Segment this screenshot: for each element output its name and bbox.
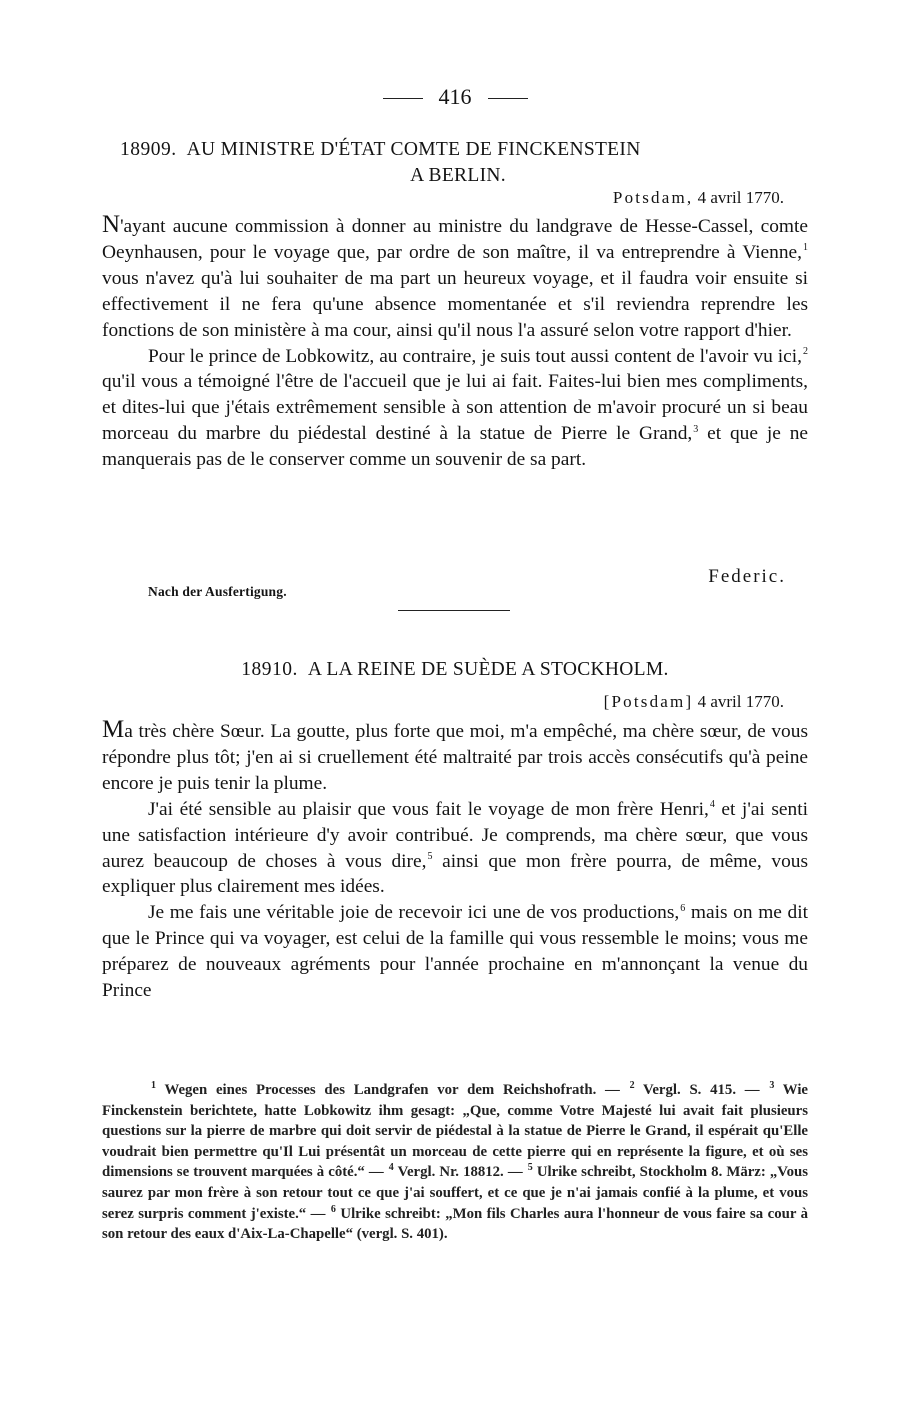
page-header [102, 84, 808, 110]
letter-1-number: 18909. [120, 139, 177, 160]
letter-2-date: 4 avril 1770. [697, 692, 784, 711]
letter-1-title [120, 137, 808, 189]
footnote-5-text: Ulrike schreibt, Stockholm 8. März: „Vous saurez par mon frère à son retour tout ce que j'ai souffert, et ce que je n'ai jamais confié à la plume, et vous serez surpris comment j'existe.“ — [102, 1164, 808, 1222]
letter-2-p1-text: a très chère Sœur. La goutte, plus forte que moi, m'a empêché, ma chère sœur, de vous répondre plus tôt; j'en ai si cruellement été maltraité par trois accès consécutifs qu'à peine encore je puis tenir la plume. [102, 721, 808, 794]
letter-1-body [102, 212, 808, 473]
footnote-6-text: Ulrike schreibt: „Mon fils Charles aura l'honneur de vous faire sa cour à son retour des eaux d'Aix-La-Chapelle“ (vergl. S. 401). [102, 1205, 808, 1243]
footnote-ref-3: 3 [693, 423, 699, 435]
letter-2-title-text: A LA REINE DE SUÈDE A STOCKHOLM. [307, 659, 669, 680]
footnote-ref-5: 5 [427, 851, 433, 863]
footnote-3-number: 3 [769, 1080, 775, 1092]
letter-1-place: Potsdam, [612, 188, 694, 207]
footnote-2-text: Vergl. S. 415. — [634, 1082, 769, 1098]
letter-2-p2-text-b: et j'ai senti une satisfaction intérieure d'y avoir contribué. Je comprends, ma chère sœur, que vous aurez beaucoup de choses à vous dire, [102, 798, 808, 872]
letter-2-p3-text-b: mais on me dit que le Prince qui va voyager, est celui de la famille qui vous ressemble le moins; vous me préparez de nouveaux agréments pour l'année prochaine en m'annonçant la venue du Prince [102, 902, 808, 1002]
header-dash-left [383, 98, 423, 99]
letter-1-p2-text-a: Pour le prince de Lobkowitz, au contraire, je suis tout aussi content de l'avoir vu ici, [148, 345, 802, 367]
letter-2-dateline [604, 692, 784, 712]
letter-1-initial: N [102, 211, 121, 238]
footnote-block [102, 1080, 808, 1245]
footnotes [102, 1080, 808, 1245]
letter-1-date: 4 avril 1770. [697, 188, 784, 207]
footnote-5-number: 5 [527, 1162, 533, 1174]
letter-1-title-line1: AU MINISTRE D'ÉTAT COMTE DE FINCKENSTEIN [186, 139, 641, 160]
footnote-ref-6: 6 [680, 902, 686, 914]
letter-1-p1-text-a: 'ayant aucune commission à donner au ministre du landgrave de Hesse-Cassel, comte Oeynhausen, pour le voyage que, par ordre de son maître, il va entreprendre à Vienne, [102, 216, 808, 263]
footnote-ref-1: 1 [803, 242, 808, 254]
footnote-1-number: 1 [151, 1080, 156, 1092]
footnote-4-number: 4 [388, 1162, 394, 1174]
letter-2-initial: M [102, 716, 125, 743]
letter-2-body [102, 717, 808, 1004]
letter-2-p2-text-c: ainsi que mon frère pourra, de même, vous expliquer plus clairement mes idées. [102, 850, 808, 898]
letter-2-number: 18910. [241, 659, 298, 680]
footnote-6-number: 6 [330, 1203, 336, 1215]
section-divider [398, 610, 510, 611]
letter-1-p2-text-c: et que je ne manquerais pas de le conserver comme un souvenir de sa part. [102, 423, 808, 471]
letter-1-paragraph-1 [102, 212, 808, 344]
letter-2-place: [Potsdam] [603, 692, 694, 711]
book-page [102, 0, 808, 1404]
letter-2-paragraph-1 [102, 717, 808, 797]
footnote-2-number: 2 [629, 1080, 635, 1092]
letter-2-paragraph-3 [102, 900, 808, 1004]
footnote-1-text: Wegen eines Processes des Landgrafen vor dem Reichshofrath. — [156, 1082, 629, 1098]
header-dash-right [488, 98, 528, 99]
footnote-4-text: Vergl. Nr. 18812. — [393, 1164, 527, 1181]
letter-2-title [102, 657, 808, 683]
letter-1-title-line2: A BERLIN. [410, 165, 506, 186]
letter-2-paragraph-2 [102, 797, 808, 901]
letter-1-p2-text-b: qu'il vous a témoigné l'être de l'accueil que je lui ai fait. Faites-lui bien mes compliments, et dites-lui que j'étais extrêmement sensible à son attention de m'avoir procuré un si beau morceau du marbre du piédestal destiné à la statue de Pierre le Grand, [102, 371, 808, 445]
letter-1-source-note: Nach der Ausfertigung. [148, 584, 287, 599]
letter-1-dateline [613, 188, 784, 208]
footnote-ref-2: 2 [803, 346, 808, 358]
letter-1-signature: Federic. [708, 566, 786, 587]
letter-2-p2-text-a: J'ai été sensible au plaisir que vous fait le voyage de mon frère Henri, [148, 798, 709, 820]
footnote-3-text: Wie Finckenstein berichtete, hatte Lobkowitz ihm gesagt: „Que, comme Votre Majesté lui avait fait plusieurs questions sur la pierre de marbre qui doit servir de piédestal à la statue de Pierre le Grand, il espérait qu'Elle voudrait bien permettre qu'Il Lui présentât un morceau de cette pierre qui en représente la figure, et où ses dimensions se trouvent marquées à côté.“ — [102, 1082, 808, 1181]
letter-1-paragraph-2 [102, 344, 808, 474]
footnote-ref-4: 4 [709, 799, 715, 811]
letter-2-p3-text-a: Je me fais une véritable joie de recevoir ici une de vos productions, [148, 902, 680, 924]
letter-1-p1-text-b: vous n'avez qu'à lui souhaiter de ma part un heureux voyage, et il faudra voir ensuite si effectivement il ne fera qu'une absence momentanée et s'il reviendra reprendre les fonctions de son ministère à ma cour, ainsi qu'il nous l'a assuré selon votre rapport d'hier. [102, 267, 808, 341]
page-number: 416 [438, 84, 472, 109]
